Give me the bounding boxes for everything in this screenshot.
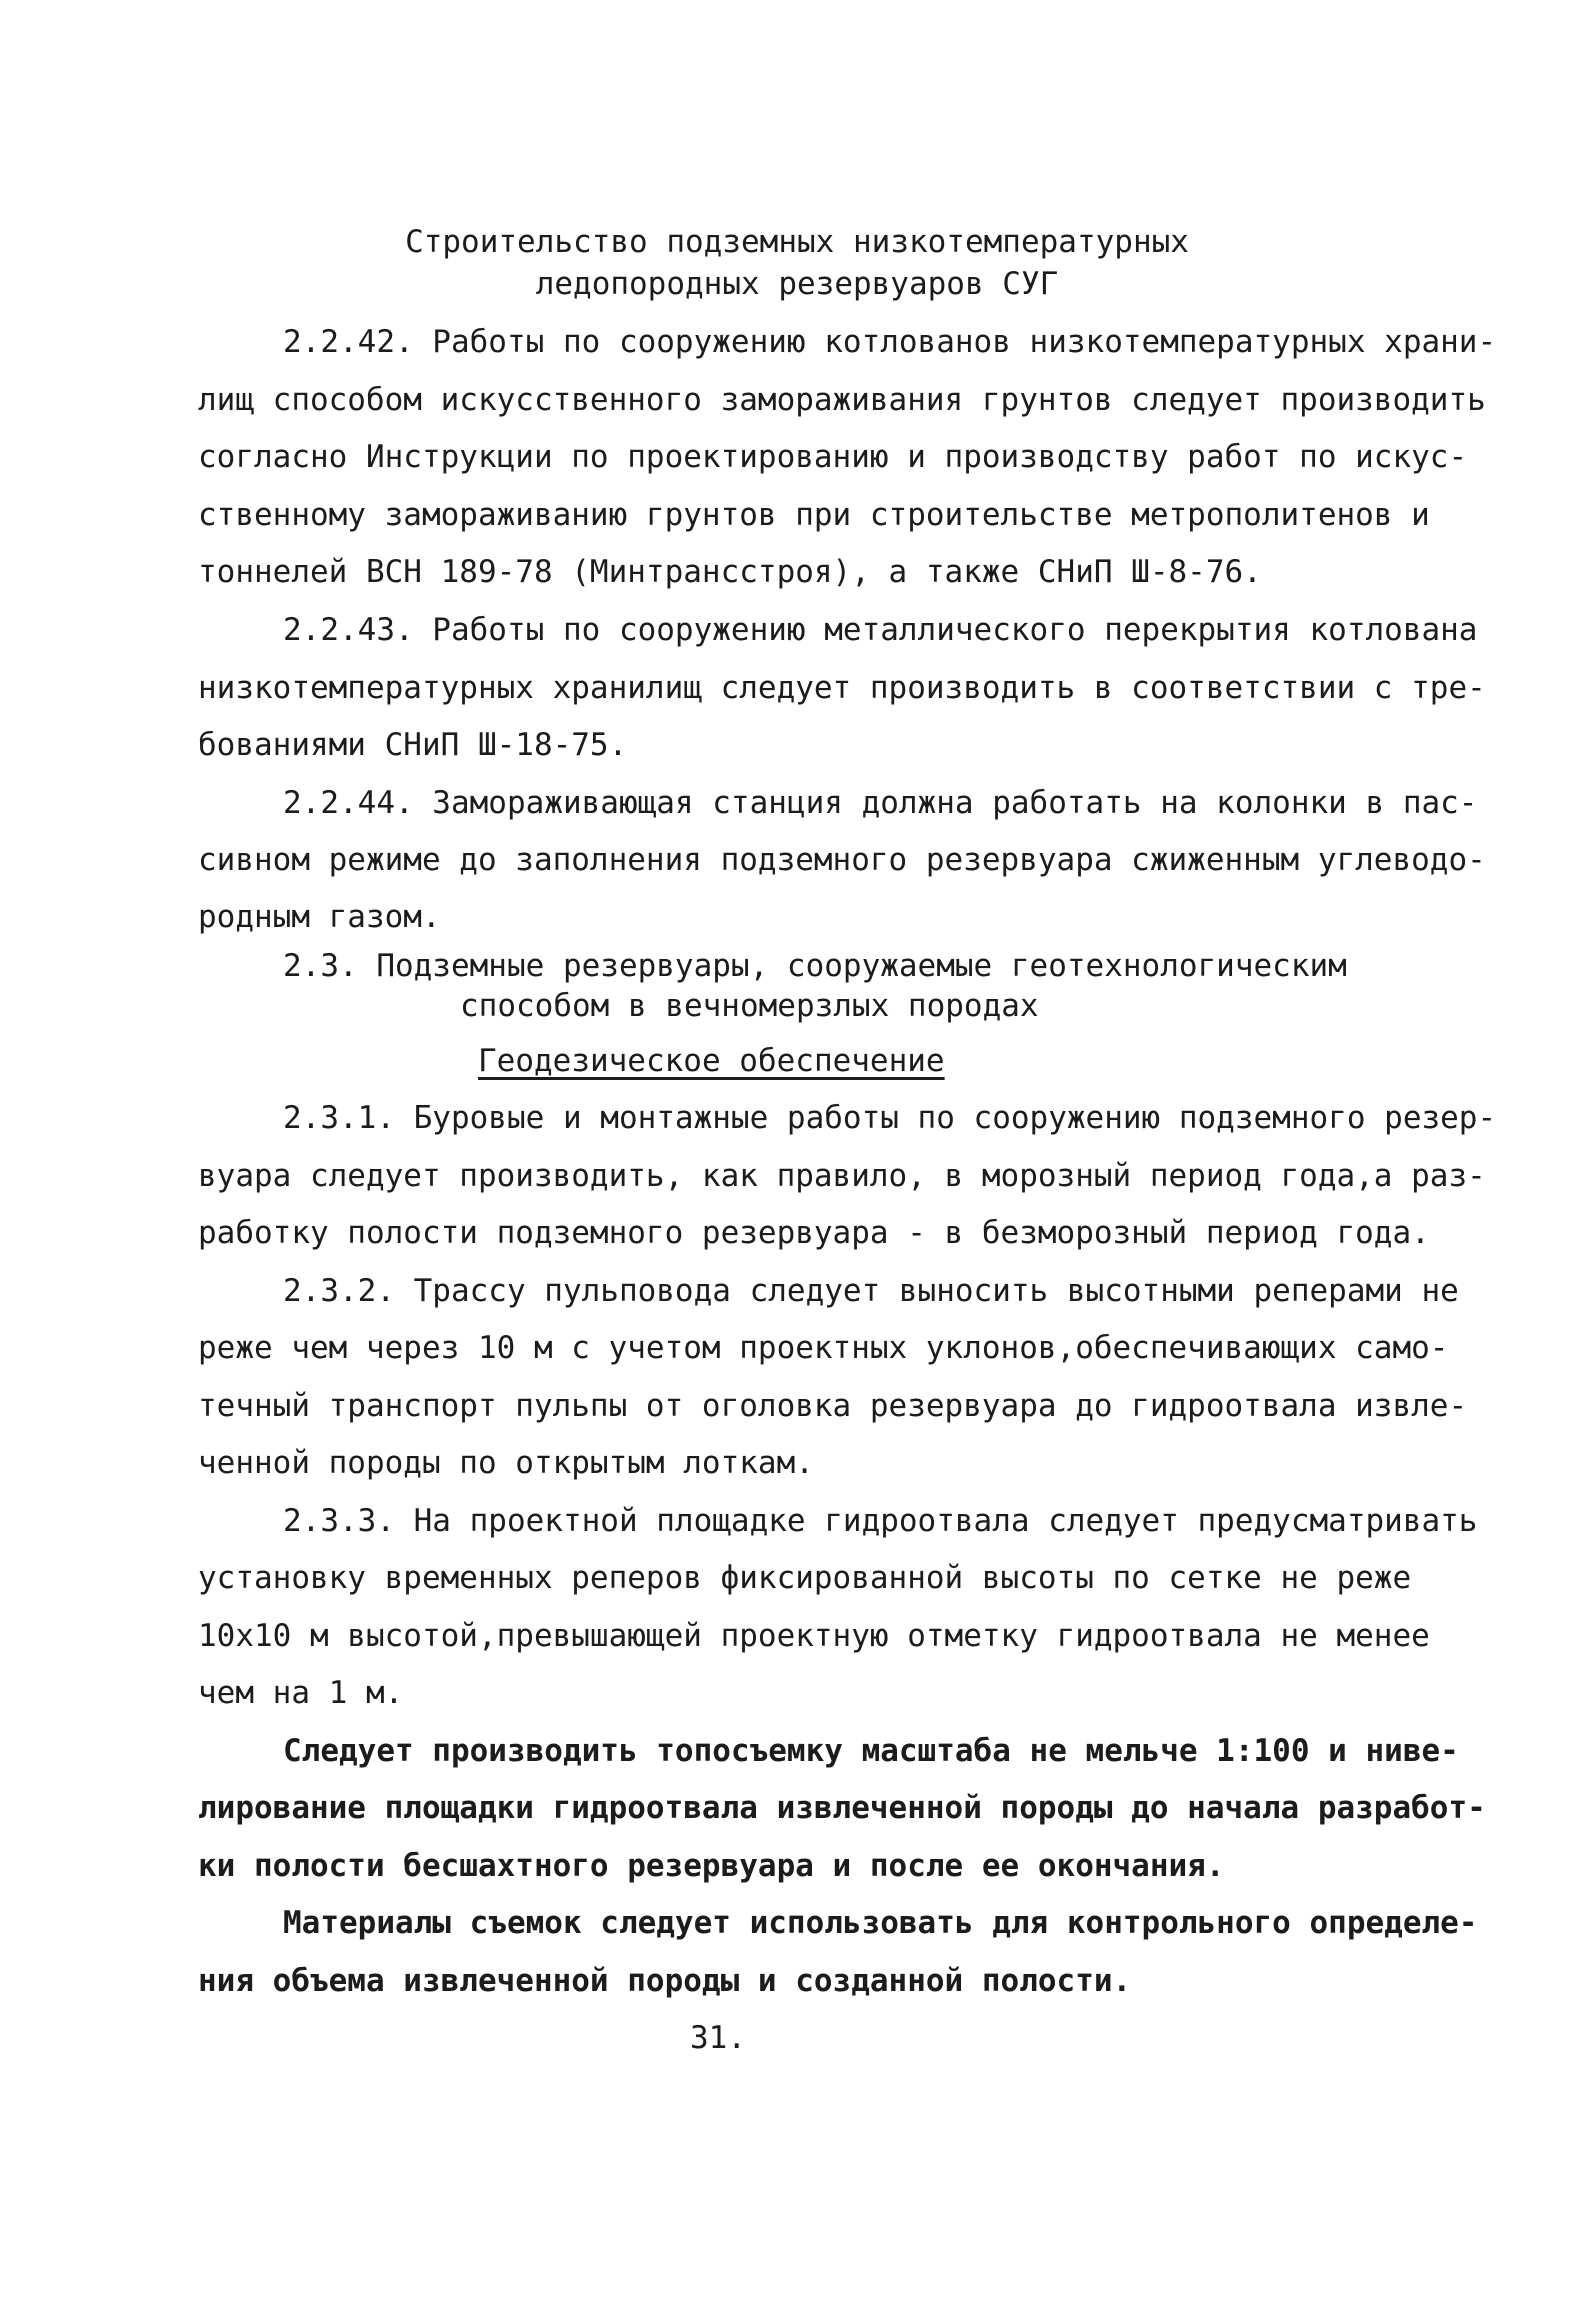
section-2-3-heading-line-1: 2.3. Подземные резервуары, сооружаемые геотехнологическим	[283, 948, 1347, 984]
paragraph-2-3-1-line-1: 2.3.1. Буровые и монтажные работы по сооружению подземного резер-	[283, 1100, 1497, 1136]
paragraph-2-3-1-line-2: вуара следует производить, как правило, в морозный период года,а раз-	[198, 1158, 1486, 1194]
paragraph-2-2-42-line-1: 2.2.42. Работы по сооружению котлованов низкотемпературных храни-	[283, 324, 1497, 360]
paragraph-2-3-3-line-3: 10х10 м высотой,превышающей проектную отметку гидроотвала не менее	[198, 1618, 1430, 1654]
paragraph-materials-line-2: ния объема извлеченной породы и созданной полости.	[198, 1963, 1132, 1999]
paragraph-survey-line-2: лирование площадки гидроотвала извлеченной породы до начала разработ-	[198, 1790, 1486, 1826]
paragraph-2-3-3-line-4: чем на 1 м.	[198, 1675, 404, 1711]
paragraph-2-2-42-line-3: согласно Инструкции по проектированию и производству работ по искус-	[198, 439, 1468, 475]
paragraph-2-2-42-line-2: лищ способом искусственного замораживания грунтов следует производить	[198, 382, 1486, 418]
paragraph-2-3-3-line-1: 2.3.3. На проектной площадке гидроотвала следует предусматривать	[283, 1503, 1478, 1539]
section-heading-line-1: Строительство подземных низкотемпературных	[405, 224, 1189, 260]
paragraph-2-3-3-line-2: установку временных реперов фиксированной высоты по сетке не реже	[198, 1560, 1412, 1596]
paragraph-2-2-43-line-1: 2.2.43. Работы по сооружению металлического перекрытия котлована	[283, 612, 1478, 648]
section-2-3-heading-line-2: способом в вечномерзлых породах	[460, 988, 1039, 1024]
paragraph-2-2-44-line-2: сивном режиме до заполнения подземного резервуара сжиженным углеводо-	[198, 842, 1486, 878]
paragraph-survey-line-1: Следует производить топосъемку масштаба не мельче 1:100 и нивe-	[283, 1733, 1459, 1769]
section-2-3-subheading: Геодезическое обеспечение	[478, 1043, 945, 1079]
paragraph-2-3-2-line-1: 2.3.2. Трассу пульповода следует выносить высотными реперами не	[283, 1273, 1459, 1309]
paragraph-2-2-42-line-4: ственному замораживанию грунтов при строительстве метрополитенов и	[198, 497, 1430, 533]
page-number: 31.	[690, 2020, 746, 2056]
paragraph-2-3-2-line-3: течный транспорт пульпы от оголовка резервуара до гидроотвала извле-	[198, 1388, 1468, 1424]
paragraph-survey-line-3: ки полости бесшахтного резервуара и после ее окончания.	[198, 1848, 1225, 1884]
paragraph-materials-line-1: Материалы съемок следует использовать для контрольного определе-	[283, 1905, 1478, 1941]
paragraph-2-2-44-line-1: 2.2.44. Замораживающая станция должна работать на колонки в пас-	[283, 785, 1478, 821]
paragraph-2-2-43-line-2: низкотемпературных хранилищ следует производить в соответствии с тре-	[198, 670, 1486, 706]
paragraph-2-3-1-line-3: работку полости подземного резервуара - в безморозный период года.	[198, 1215, 1430, 1251]
paragraph-2-3-2-line-4: ченной породы по открытым лоткам.	[198, 1445, 814, 1481]
paragraph-2-2-44-line-3: родным газом.	[198, 899, 441, 935]
section-heading-line-2: ледопородных резервуаров СУГ	[535, 266, 1059, 302]
paragraph-2-3-2-line-2: реже чем через 10 м с учетом проектных уклонов,обеспечивающих само-	[198, 1330, 1449, 1366]
paragraph-2-2-42-line-5: тоннелей ВСН 189-78 (Минтрансстроя), а также СНиП Ш-8-76.	[198, 554, 1262, 590]
paragraph-2-2-43-line-3: бованиями СНиП Ш-18-75.	[198, 727, 628, 763]
